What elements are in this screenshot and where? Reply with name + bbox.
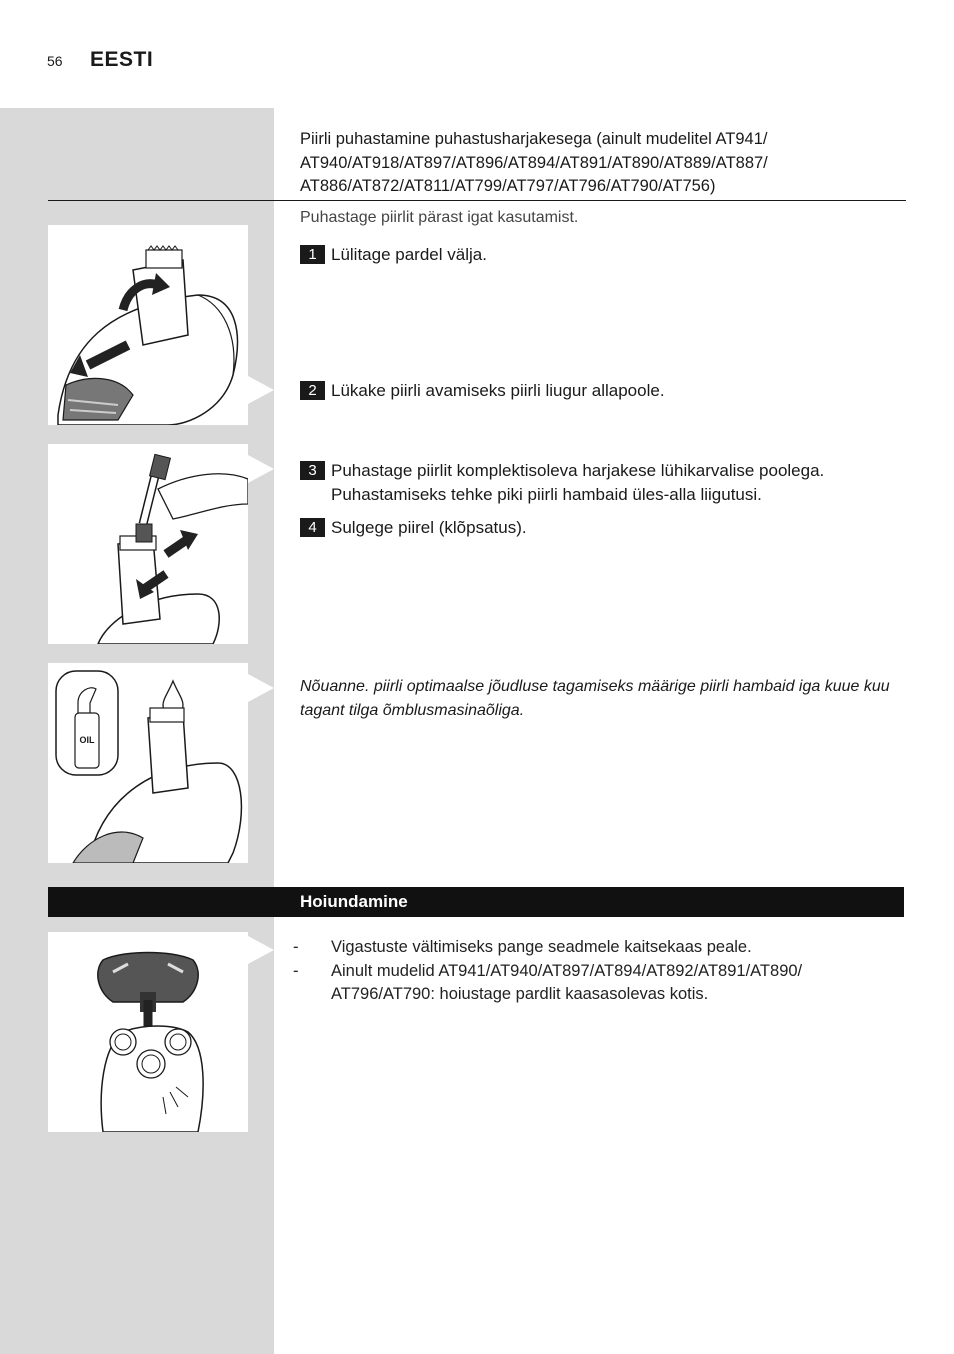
illustration-oil-trimmer — [48, 663, 248, 863]
list-item: - Ainult mudelid AT941/AT940/AT897/AT894/AT892/AT891/AT890/ AT796/AT790: hoiustage pardlit kaasasolevas kotis. — [293, 960, 893, 1007]
list-item-text: Ainult mudelid AT941/AT940/AT897/AT894/AT892/AT891/AT890/ AT796/AT790: hoiustage pardlit kaasasolevas kotis. — [331, 961, 803, 1003]
shaver-trimmer-open-icon — [48, 225, 248, 425]
page-number: 56 — [47, 53, 63, 69]
illustration-open-trimmer — [48, 225, 248, 425]
callout-pointer — [248, 376, 274, 404]
list-item: - Vigastuste vältimiseks pange seadmele kaitsekaas peale. — [293, 936, 893, 960]
step-text: Puhastage piirlit komplektisoleva harjakese lühikarvalise poolega. Puhastamiseks tehke piki piirli hambaid üles-alla liigutusi. — [331, 461, 825, 504]
illustration-protection-cap — [48, 932, 248, 1132]
step-number: 1 — [300, 245, 325, 264]
tip-text: Nõuanne. piirli optimaalse jõudluse tagamiseks määrige piirli hambaid iga kuue kuu tagant tilga õmblusmasinaõliga. — [300, 678, 890, 719]
storage-heading: Hoiundamine — [300, 892, 408, 911]
step-number: 3 — [300, 461, 325, 480]
oil-bottle-icon — [48, 663, 248, 863]
brush-cleaning-icon — [48, 444, 248, 644]
section-heading: Piirli puhastamine puhastusharjakesega (ainult mudelitel AT941/ AT940/AT918/AT897/AT896/AT894/AT891/AT890/AT889/AT887/ AT886/AT872/AT811/AT799/AT797/AT796/AT790/AT756) — [300, 130, 768, 195]
callout-pointer — [248, 455, 274, 483]
callout-pointer — [248, 674, 274, 702]
language-section-title: EESTI — [90, 48, 154, 71]
callout-pointer — [248, 936, 274, 964]
step-text: Sulgege piirel (klõpsatus). — [331, 518, 527, 537]
storage-heading-band — [48, 887, 904, 917]
oil-label: OIL — [79, 735, 95, 745]
step-text: Lülitage pardel välja. — [331, 245, 487, 264]
step-1 — [300, 243, 881, 267]
list-item-text: Vigastuste vältimiseks pange seadmele kaitsekaas peale. — [331, 938, 752, 956]
heading-divider — [48, 200, 906, 201]
step-4 — [300, 516, 881, 540]
storage-list — [293, 936, 893, 1007]
step-number: 4 — [300, 518, 325, 537]
step-2 — [300, 379, 881, 403]
intro-text: Puhastage piirlit pärast igat kasutamist. — [300, 209, 579, 226]
step-number: 2 — [300, 381, 325, 400]
protection-cap-icon — [48, 932, 248, 1132]
step-3 — [300, 459, 881, 507]
step-text: Lükake piirli avamiseks piirli liugur allapoole. — [331, 381, 665, 400]
illustration-brush-trimmer — [48, 444, 248, 644]
